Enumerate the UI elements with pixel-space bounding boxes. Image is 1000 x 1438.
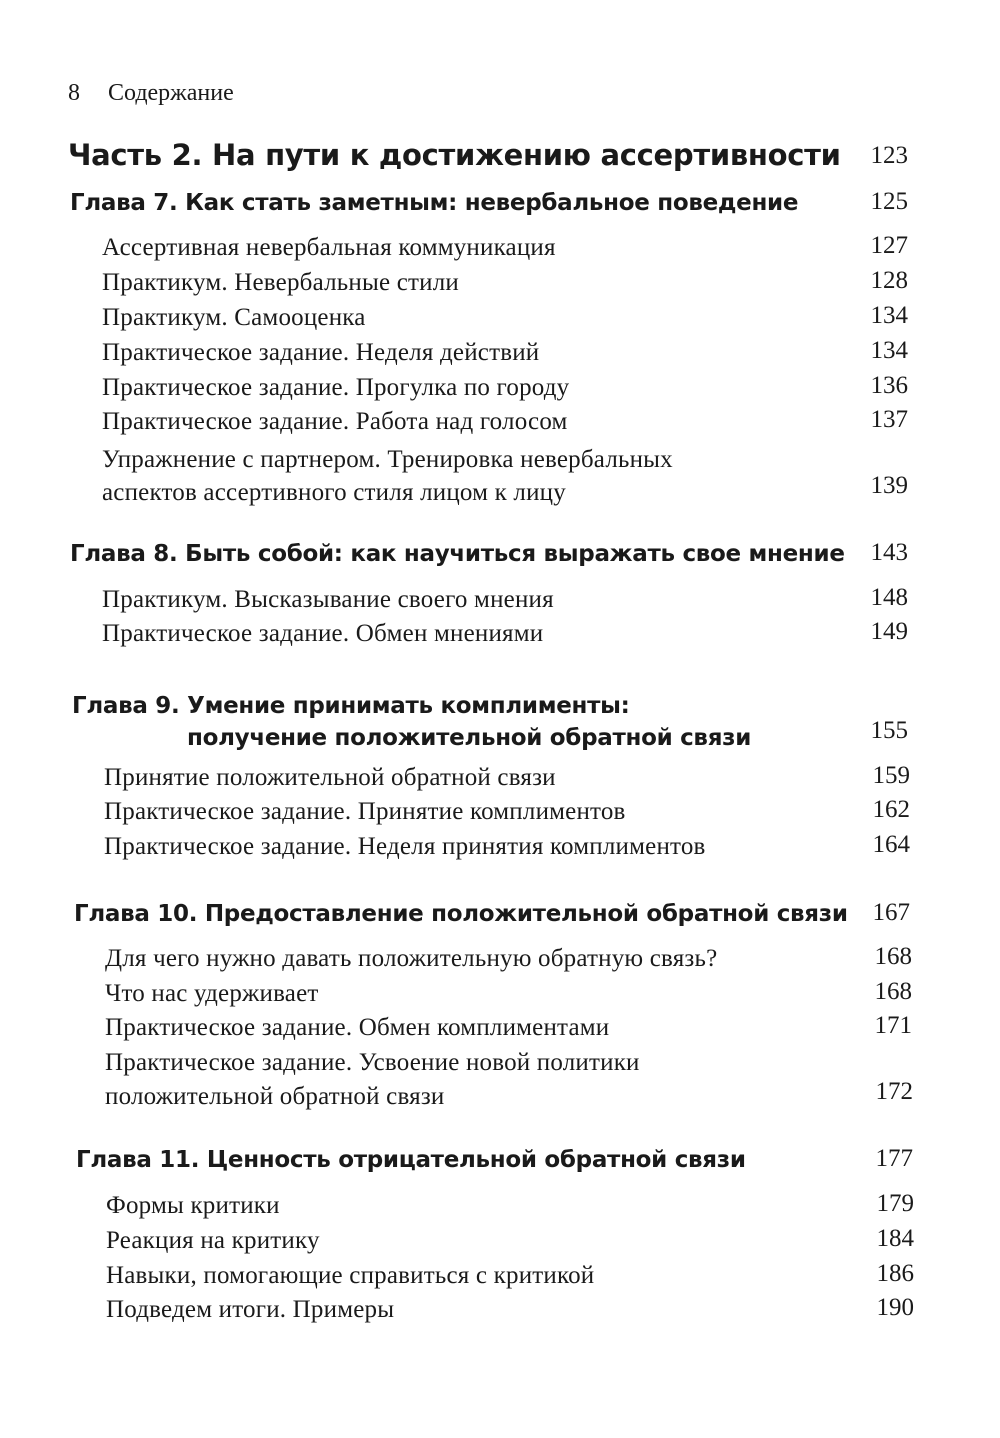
- chapter-title: Глава 7. Как стать заметным: невербальное поведение: [70, 190, 799, 216]
- entry-title: Практическое задание. Работа над голосом: [102, 408, 568, 435]
- entry-title: Практикум. Высказывание своего мнения: [102, 586, 554, 613]
- entry-title: Практическое задание. Неделя принятия комплиментов: [104, 833, 706, 860]
- chapter-title: Глава 11. Ценность отрицательной обратной связи: [76, 1147, 746, 1173]
- entry-title: [105, 1046, 640, 1114]
- entry-page: 149: [870, 618, 908, 645]
- chapter-page: 167: [872, 899, 910, 926]
- entry-title-line1: Упражнение с партнером. Тренировка невербальных: [102, 446, 673, 473]
- entry-page: 172: [875, 1078, 913, 1105]
- entry-title: Практическое задание. Обмен комплиментами: [105, 1014, 610, 1041]
- entry-title: Практикум. Самооценка: [102, 304, 366, 331]
- entry-page: 168: [874, 943, 912, 970]
- entry-page: 139: [870, 472, 908, 499]
- entry-title: [102, 443, 673, 509]
- entry-title: Практическое задание. Неделя действий: [102, 339, 540, 366]
- entry-title: Практическое задание. Прогулка по городу: [102, 374, 570, 401]
- entry-page: 128: [870, 267, 908, 294]
- entry-page: 162: [872, 796, 910, 823]
- entry-title: Практикум. Невербальные стили: [102, 269, 459, 296]
- chapter-title: [72, 690, 751, 754]
- entry-page: 134: [870, 337, 908, 364]
- entry-title: Ассертивная невербальная коммуникация: [102, 234, 556, 261]
- entry-title: Практическое задание. Обмен мнениями: [102, 620, 544, 647]
- part-title: Часть 2. На пути к достижению ассертивности: [68, 138, 841, 172]
- entry-page: 171: [874, 1012, 912, 1039]
- chapter-page: 155: [870, 717, 908, 744]
- entry-title-line1: Практическое задание. Усвоение новой политики: [105, 1049, 640, 1076]
- entry-title: Формы критики: [106, 1192, 280, 1219]
- entry-page: 134: [870, 302, 908, 329]
- entry-page: 136: [870, 372, 908, 399]
- entry-page: 164: [872, 831, 910, 858]
- chapter-page: 125: [870, 188, 908, 215]
- chapter-title: Глава 8. Быть собой: как научиться выражать свое мнение: [70, 541, 845, 567]
- entry-page: 159: [872, 762, 910, 789]
- chapter-page: 177: [875, 1145, 913, 1172]
- entry-page: 148: [870, 584, 908, 611]
- entry-title: Что нас удерживает: [105, 980, 319, 1007]
- entry-title: Практическое задание. Принятие комплиментов: [104, 798, 626, 825]
- chapter-title-line1: Глава 9. Умение принимать комплименты:: [72, 693, 630, 719]
- entry-page: 179: [876, 1190, 914, 1217]
- entry-page: 190: [876, 1294, 914, 1321]
- entry-title: Для чего нужно давать положительную обратную связь?: [105, 945, 718, 972]
- entry-title: Принятие положительной обратной связи: [104, 764, 556, 791]
- chapter-page: 143: [870, 539, 908, 566]
- entry-page: 186: [876, 1260, 914, 1287]
- running-head-title: Содержание: [108, 80, 234, 106]
- entry-page: 137: [870, 406, 908, 433]
- entry-title: Реакция на критику: [106, 1227, 320, 1254]
- entry-title: Подведем итоги. Примеры: [106, 1296, 395, 1323]
- entry-page: 184: [876, 1225, 914, 1252]
- entry-page: 168: [874, 978, 912, 1005]
- chapter-title-line2: получение положительной обратной связи: [187, 725, 752, 751]
- entry-title: Навыки, помогающие справиться с критикой: [106, 1262, 595, 1289]
- chapter-title: Глава 10. Предоставление положительной обратной связи: [74, 901, 848, 927]
- entry-title-line2: положительной обратной связи: [105, 1083, 445, 1110]
- entry-page: 127: [870, 232, 908, 259]
- part-page: 123: [870, 142, 908, 169]
- page-number: 8: [68, 80, 80, 106]
- entry-title-line2: аспектов ассертивного стиля лицом к лицу: [102, 479, 566, 506]
